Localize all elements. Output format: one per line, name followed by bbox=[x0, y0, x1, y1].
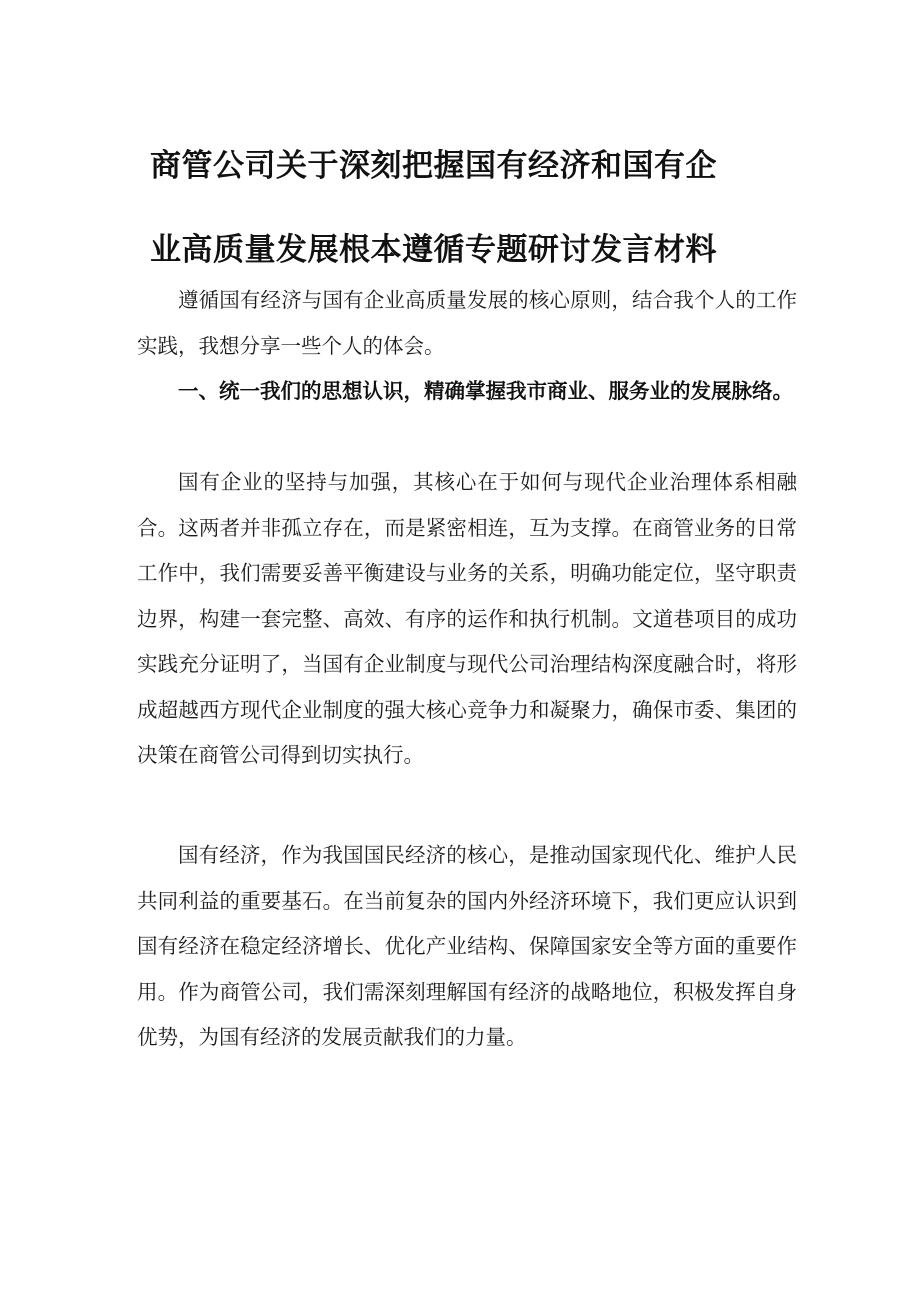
document-title-line-2: 业高质量发展根本遵循专题研讨发言材料 bbox=[150, 232, 717, 268]
intro-paragraph: 遵循国有经济与国有企业高质量发展的核心原则，结合我个人的工作实践，我想分享一些个人的体会。 bbox=[137, 288, 797, 358]
body-paragraph-2: 国有经济，作为我国国民经济的核心，是推动国家现代化、维护人民共同利益的重要基石。在当前复杂的国内外经济环境下，我们更应认识到国有经济在稳定经济增长、优化产业结构、保障国家安全等方面的重要作用。作为商管公司，我们需深刻理解国有经济的战略地位，积极发挥自身优势，为国有经济的发展贡献我们的力量。 bbox=[137, 843, 797, 1049]
section-heading-1: 一、统一我们的思想认识，精确掌握我市商业、服务业的发展脉络。 bbox=[178, 379, 793, 403]
body-paragraph-1: 国有企业的坚持与加强，其核心在于如何与现代企业治理体系相融合。这两者并非孤立存在，而是紧密相连，互为支撑。在商管业务的日常工作中，我们需要妥善平衡建设与业务的关系，明确功能定位，坚守职责边界，构建一套完整、高效、有序的运作和执行机制。文道巷项目的成功实践充分证明了，当国有企业制度与现代公司治理结构深度融合时，将形成超越西方现代企业制度的强大核心竞争力和凝聚力，确保市委、集团的决策在商管公司得到切实执行。 bbox=[137, 470, 797, 767]
document-title-line-1: 商管公司关于深刻把握国有经济和国有企 bbox=[150, 148, 717, 184]
